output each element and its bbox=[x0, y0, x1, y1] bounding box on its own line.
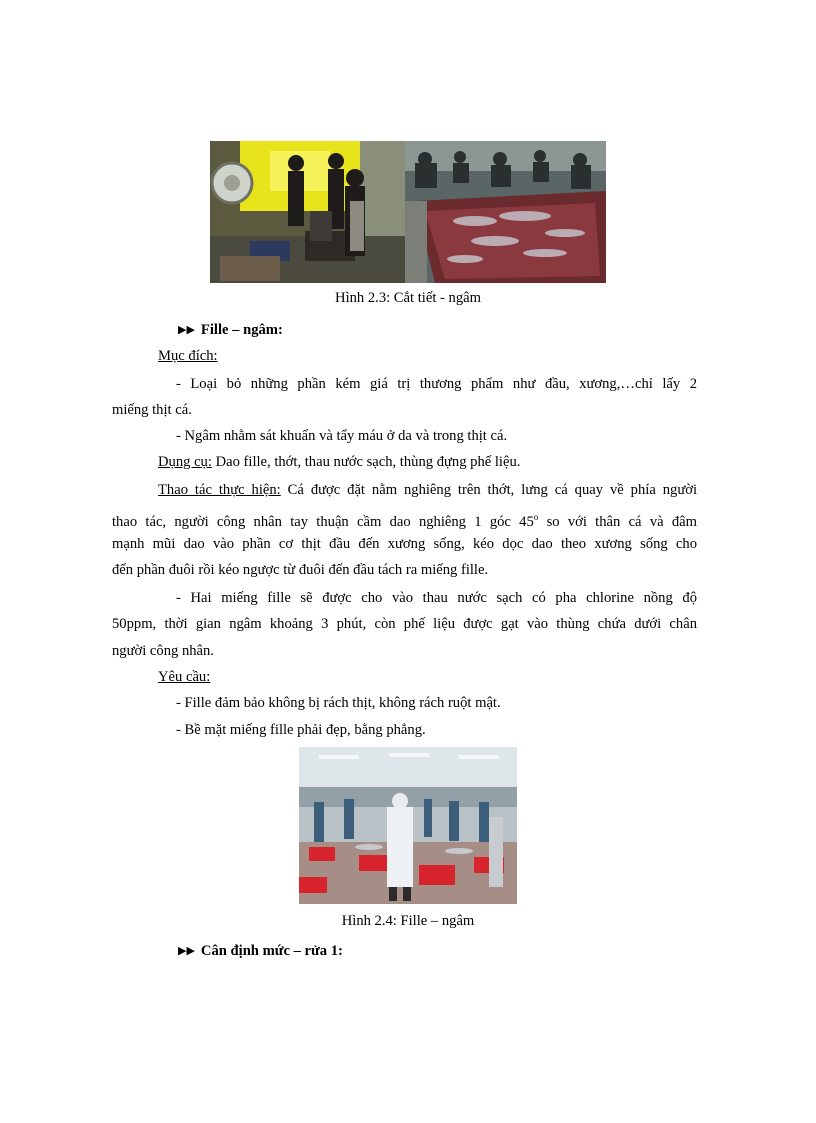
yeu-cau-label: Yêu cầu: bbox=[158, 669, 211, 685]
hai-mieng-line3: người công nhân. bbox=[112, 643, 214, 659]
thao-tac-label: Thao tác thực hiện: bbox=[158, 482, 281, 498]
photo-soaking-tank bbox=[405, 141, 606, 283]
heading-fille-ngam-text: Fille – ngâm: bbox=[200, 322, 283, 338]
hai-mieng-line1: - Hai miếng fille sẽ được cho vào thau nước sạch có pha chlorine nồng độ bbox=[176, 590, 697, 606]
thao-tac-line2: thao tác, người công nhân tay thuận cầm dao nghiêng 1 góc 45$^o$ so với thân cá và đâm bbox=[112, 512, 697, 530]
double-arrow-bullet-icon: ▶▶ bbox=[178, 324, 195, 336]
figure-2-4-caption: Hình 2.4: Fille – ngâm bbox=[341, 913, 475, 929]
thao-tac-line3: mạnh mũi dao vào phần cơ thịt đầu đến xương sống, kéo dọc dao theo xương sống cho bbox=[112, 536, 697, 552]
hai-mieng-line2: 50ppm, thời gian ngâm khoảng 3 phút, còn phế liệu được gạt vào thùng chứa dưới chân bbox=[112, 616, 697, 632]
figure-2-3-caption: Hình 2.3: Cắt tiết - ngâm bbox=[335, 290, 481, 306]
muc-dich-line2: - Ngâm nhằm sát khuẩn và tẩy máu ở da và trong thịt cá. bbox=[176, 428, 508, 444]
dung-cu-text: Dao fille, thớt, thau nước sạch, thùng đựng phế liệu. bbox=[211, 454, 521, 470]
muc-dich-line1: - Loại bỏ những phần kém giá trị thương phẩm như đầu, xương,…chỉ lấy 2 bbox=[176, 376, 697, 392]
dung-cu-label: Dụng cụ: bbox=[158, 454, 212, 470]
thao-tac-line1: Thao tác thực hiện: Cá được đặt nằm nghiêng trên thớt, lưng cá quay về phía người bbox=[158, 482, 698, 498]
degree-superscript: o bbox=[533, 512, 539, 522]
photo-fille-workshop bbox=[299, 747, 517, 904]
photo-bleeding-room bbox=[210, 141, 405, 283]
heading-can-dinh-muc-text: Cân định mức – rửa 1: bbox=[200, 943, 343, 959]
heading-fille-ngam bbox=[178, 321, 283, 339]
muc-dich-line1-cont: miếng thịt cá. bbox=[112, 402, 192, 418]
yeu-cau-2: - Bề mặt miếng fille phải đẹp, bằng phẳng. bbox=[176, 722, 426, 738]
dung-cu-paragraph bbox=[158, 453, 520, 471]
thao-tac-line4: đến phần đuôi rồi kéo ngược từ đuôi đến đầu tách ra miếng fille. bbox=[112, 562, 489, 578]
yeu-cau-1: - Fille đảm bảo không bị rách thịt, không rách ruột mật. bbox=[176, 695, 501, 711]
double-arrow-bullet-icon: ▶▶ bbox=[178, 945, 195, 957]
heading-can-dinh-muc bbox=[178, 942, 343, 960]
muc-dich-label: Mục đích: bbox=[158, 348, 218, 364]
